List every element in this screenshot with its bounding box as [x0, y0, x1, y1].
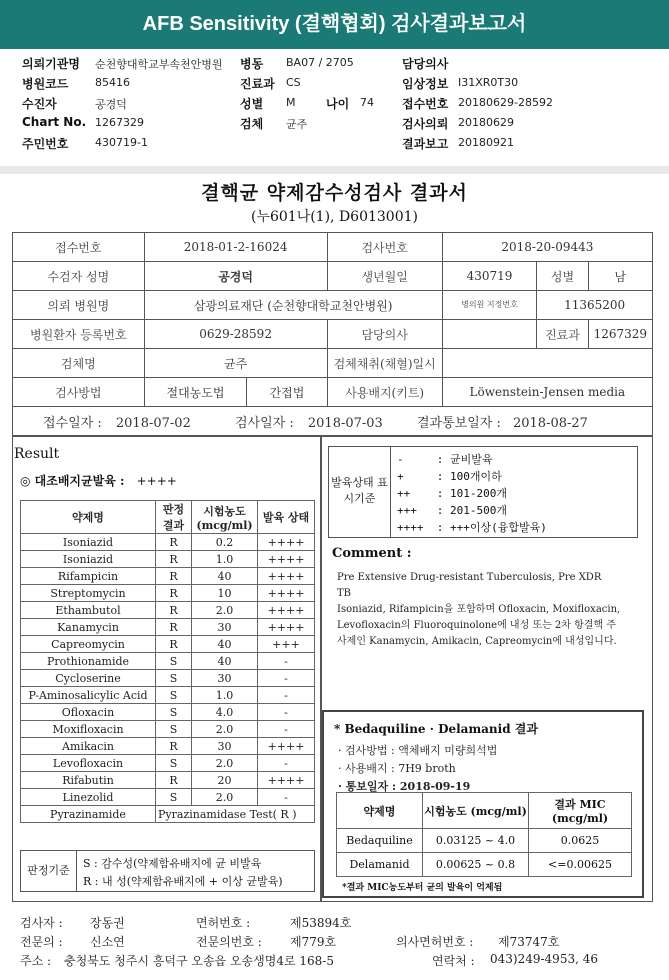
comment-line: Pre Extensive Drug-resistant Tuberculosis, Pre XDR: [337, 572, 602, 583]
info-value: [442, 320, 537, 349]
drug-concentration: 40: [192, 636, 258, 653]
drug-row: [21, 721, 315, 738]
mic-cell: 0.0625: [529, 829, 632, 853]
drug-row: [21, 687, 315, 704]
drug-growth: ++++: [258, 585, 315, 602]
report-date-label: 결과보고: [402, 137, 449, 151]
report-header: [0, 53, 669, 165]
drug-name: Streptomycin: [21, 585, 156, 602]
doctor-label: 담당의사: [402, 57, 449, 71]
drug-growth: -: [258, 721, 315, 738]
tester-value: 장동권: [90, 916, 125, 930]
patient-label: 수진자: [22, 97, 57, 111]
drug-row: [21, 653, 315, 670]
bdq-date: · 통보일자 : 2018-09-19: [338, 780, 471, 793]
age-value: 74: [360, 96, 374, 109]
info-value: 11365200: [537, 291, 653, 320]
comment-line: 사제인 Kanamycin, Amikacin, Capreomycin에 내성입니다.: [337, 636, 617, 647]
info-key: 검사번호: [327, 233, 442, 262]
drug-concentration: 30: [192, 619, 258, 636]
drug-concentration: 0.2: [192, 534, 258, 551]
drug-result: R: [156, 636, 192, 653]
drug-name: P-Aminosalicylic Acid: [21, 687, 156, 704]
info-key: 결과통보일자 :: [416, 415, 501, 431]
mic-header: 결과 MIC (mcg/ml): [529, 793, 632, 829]
specialist-label: 전문의 :: [20, 935, 63, 949]
growth-legend: [328, 446, 638, 538]
info-value: 0629-28592: [144, 320, 327, 349]
drug-name: Amikacin: [21, 738, 156, 755]
criteria-label: 판정기준: [21, 851, 77, 891]
resident-value: 430719-1: [95, 136, 148, 149]
growth-label: 발육상태 표시기준: [329, 447, 391, 537]
document-subtitle: (누601나(1), D6013001): [250, 209, 418, 225]
growth-line: + : 100개이하: [397, 470, 502, 483]
info-key: 검사일자 :: [234, 415, 294, 431]
control-value: ++++: [136, 474, 177, 488]
drug-name: Ethambutol: [21, 602, 156, 619]
pza-name: Pyrazinamide: [21, 806, 156, 823]
growth-line: ++++ : +++이상(융합발육): [397, 521, 547, 534]
address-value: 충청북도 청주시 흥덕구 오송읍 오송생명4로 168-5: [64, 954, 334, 968]
report-date-value: 20180921: [458, 136, 514, 149]
drug-result: R: [156, 602, 192, 619]
drug-result: S: [156, 653, 192, 670]
info-value: 간접법: [247, 378, 327, 407]
info-key: 의뢰 병원명: [13, 291, 145, 320]
drug-concentration: 2.0: [192, 755, 258, 772]
info-value: 2018-01-2-16024: [144, 233, 327, 262]
drug-concentration: 1.0: [192, 687, 258, 704]
mic-cell: 0.03125 ~ 4.0: [423, 829, 529, 853]
comment-line: TB: [337, 588, 352, 599]
specimen-label: 검체: [240, 117, 264, 131]
hospital-code-value: 85416: [95, 76, 130, 89]
drug-concentration: 2.0: [192, 602, 258, 619]
hospital-code-label: 병원코드: [22, 77, 69, 91]
drug-growth: ++++: [258, 619, 315, 636]
drug-header: 발육 상태: [258, 501, 315, 534]
drug-result: S: [156, 670, 192, 687]
drug-concentration: 4.0: [192, 704, 258, 721]
drug-row: [21, 568, 315, 585]
drug-row: [21, 755, 315, 772]
bdq-media: · 사용배지 : 7H9 broth: [338, 762, 456, 775]
drug-growth: -: [258, 789, 315, 806]
tester-label: 검사자 :: [20, 916, 63, 930]
drug-result: S: [156, 704, 192, 721]
drug-header: 판정 결과: [156, 501, 192, 534]
info-value: 2018-08-27: [512, 415, 588, 431]
mic-table: [336, 792, 632, 877]
report-title: AFB Sensitivity (결핵협회) 검사결과보고서: [0, 0, 669, 49]
drug-result: S: [156, 755, 192, 772]
drug-growth: ++++: [258, 602, 315, 619]
bedaquiline-delamanid-box: [322, 710, 644, 898]
drug-concentration: 2.0: [192, 789, 258, 806]
table-row: [337, 853, 632, 877]
info-key: 진료과: [537, 320, 588, 349]
drug-name: Cycloserine: [21, 670, 156, 687]
comment-line: Isoniazid, Rifampicin을 포함하며 Ofloxacin, Moxifloxacin,: [337, 604, 621, 615]
document-title: 결핵균 약제감수성검사 결과서: [201, 182, 468, 204]
info-value: 공경덕: [144, 262, 327, 291]
drug-concentration: 30: [192, 738, 258, 755]
drug-result: R: [156, 568, 192, 585]
drug-growth: ++++: [258, 568, 315, 585]
institution-value: 순천향대학교부속천안병원: [95, 58, 223, 71]
drug-growth: ++++: [258, 551, 315, 568]
info-key: 검사방법: [13, 378, 145, 407]
drug-growth: -: [258, 670, 315, 687]
info-value: Löwenstein-Jensen media: [442, 378, 652, 407]
drug-name: Kanamycin: [21, 619, 156, 636]
address-label: 주소 :: [20, 954, 52, 968]
info-value: 절대농도법: [144, 378, 247, 407]
drug-row: [21, 585, 315, 602]
info-key: 검체명: [13, 349, 145, 378]
control-growth: [20, 472, 177, 489]
section-divider: [0, 166, 669, 174]
spec-license-label: 전문의번호 :: [196, 935, 262, 949]
drug-row: [21, 738, 315, 755]
receipt-value: 20180629-28592: [458, 96, 553, 109]
drug-concentration: 40: [192, 568, 258, 585]
info-value: 2018-20-09443: [442, 233, 652, 262]
drug-concentration: 2.0: [192, 721, 258, 738]
drug-name: Ofloxacin: [21, 704, 156, 721]
drug-concentration: 30: [192, 670, 258, 687]
patient-info-table: [12, 232, 653, 436]
info-key: 담당의사: [327, 320, 442, 349]
drug-header: 약제명: [21, 501, 156, 534]
growth-line: - : 균비발육: [397, 453, 493, 466]
phone-label: 연락처 :: [432, 954, 475, 968]
info-key: 병원환자 등록번호: [13, 320, 145, 349]
drug-growth: -: [258, 704, 315, 721]
doctor-license-label: 의사면허번호 :: [396, 935, 474, 949]
drug-growth: -: [258, 687, 315, 704]
table-row: [337, 829, 632, 853]
result-title: Result: [14, 446, 60, 462]
dept-value: CS: [286, 76, 301, 89]
drug-row: [21, 772, 315, 789]
request-value: 20180629: [458, 116, 514, 129]
drug-result: R: [156, 619, 192, 636]
drug-result: R: [156, 551, 192, 568]
drug-concentration: 40: [192, 653, 258, 670]
chart-label: Chart No.: [22, 115, 87, 129]
drug-concentration: 20: [192, 772, 258, 789]
patient-value: 공경덕: [95, 98, 127, 111]
drug-name: Rifabutin: [21, 772, 156, 789]
spec-license-value: 제779호: [290, 935, 337, 949]
drug-row: [21, 551, 315, 568]
license-label: 면허번호 :: [196, 916, 251, 930]
info-key: 접수번호: [13, 233, 145, 262]
drug-row: [21, 619, 315, 636]
mic-header: 약제명: [337, 793, 423, 829]
drug-growth: ++++: [258, 772, 315, 789]
comment-line: Levofloxacin의 Fluoroquinolone에 내성 또는 2차 항결핵 주: [337, 620, 616, 631]
ward-value: BA07 / 2705: [286, 56, 354, 69]
criteria-r: R : 내 성(약제함유배지에 + 이상 균발육): [83, 875, 283, 888]
info-value: 삼광의료재단 (순천향대학교천안병원): [144, 291, 442, 320]
mic-cell: <=0.00625: [529, 853, 632, 877]
mic-cell: 0.00625 ~ 0.8: [423, 853, 529, 877]
bdq-method: · 검사방법 : 액체배지 미량희석법: [338, 744, 498, 757]
info-key: 검체채취(채혈)일시: [327, 349, 442, 378]
drug-growth: +++: [258, 636, 315, 653]
info-value: [442, 349, 652, 378]
drug-result: R: [156, 534, 192, 551]
drug-result: R: [156, 738, 192, 755]
info-key: 접수일자 :: [43, 415, 102, 431]
comment-text: [337, 570, 637, 650]
pza-result: Pyrazinamidase Test( R ): [156, 806, 315, 823]
dept-label: 진료과: [240, 77, 275, 91]
ward-label: 병동: [240, 57, 264, 71]
drug-row: [21, 789, 315, 806]
info-key: 병의원 지정번호: [442, 291, 537, 320]
info-value: 남: [588, 262, 652, 291]
clinical-value: I31XR0T30: [458, 76, 519, 89]
info-value: 균주: [144, 349, 327, 378]
specialist-value: 신소연: [90, 935, 125, 949]
info-value: 2018-07-02: [115, 415, 191, 431]
sex-label: 성별: [240, 97, 264, 111]
info-key: 사용배지(키트): [327, 378, 442, 407]
drug-growth: ++++: [258, 738, 315, 755]
chart-value: 1267329: [95, 116, 144, 129]
mic-cell: Bedaquiline: [337, 829, 423, 853]
bdq-title: * Bedaquiline · Delamanid 결과: [334, 722, 538, 736]
growth-line: +++ : 201-500개: [397, 504, 507, 517]
specimen-value: 균주: [286, 118, 308, 131]
drug-row: [21, 534, 315, 551]
clinical-label: 임상정보: [402, 77, 449, 91]
criteria-s: S : 감수성(약제함유배지에 균 비발육: [83, 857, 262, 870]
control-label: ◎ 대조배지균발육 :: [20, 474, 125, 488]
drug-name: Rifampicin: [21, 568, 156, 585]
age-label: 나이: [326, 97, 350, 111]
mic-header: 시험농도 (mcg/ml): [423, 793, 529, 829]
drug-result: S: [156, 789, 192, 806]
drug-row: [21, 636, 315, 653]
drug-concentration: 1.0: [192, 551, 258, 568]
drug-table: [20, 500, 315, 823]
drug-name: Isoniazid: [21, 551, 156, 568]
info-value: 2018-07-03: [307, 415, 383, 431]
bdq-note: *결과 MIC농도부터 균의 발육이 억제됨: [342, 883, 503, 893]
comment-title: Comment :: [332, 546, 412, 561]
drug-name: Capreomycin: [21, 636, 156, 653]
drug-row: [21, 602, 315, 619]
drug-result: S: [156, 721, 192, 738]
info-value: 430719: [442, 262, 537, 291]
criteria-box: [20, 850, 315, 892]
info-key: 성별: [537, 262, 588, 291]
info-key: 수검자 성명: [13, 262, 145, 291]
doctor-license-value: 제73747호: [498, 935, 560, 949]
drug-header: 시험농도 (mcg/ml): [192, 501, 258, 534]
drug-growth: ++++: [258, 534, 315, 551]
institution-label: 의뢰기관명: [22, 57, 80, 71]
license-value: 제53894호: [290, 916, 352, 930]
drug-concentration: 10: [192, 585, 258, 602]
phone-value: 043)249-4953, 46: [490, 952, 598, 966]
request-label: 검사의뢰: [402, 117, 449, 131]
result-document: [0, 174, 669, 980]
drug-name: Isoniazid: [21, 534, 156, 551]
drug-row: [21, 704, 315, 721]
drug-name: Moxifloxacin: [21, 721, 156, 738]
resident-label: 주민번호: [22, 137, 69, 151]
drug-name: Linezolid: [21, 789, 156, 806]
receipt-label: 접수번호: [402, 97, 449, 111]
sex-value: M: [286, 96, 296, 109]
info-value: 1267329: [588, 320, 652, 349]
drug-name: Levofloxacin: [21, 755, 156, 772]
drug-result: S: [156, 687, 192, 704]
drug-growth: -: [258, 755, 315, 772]
drug-result: R: [156, 585, 192, 602]
mic-cell: Delamanid: [337, 853, 423, 877]
growth-line: ++ : 101-200개: [397, 487, 507, 500]
drug-name: Prothionamide: [21, 653, 156, 670]
drug-growth: -: [258, 653, 315, 670]
drug-row: [21, 670, 315, 687]
drug-result: R: [156, 772, 192, 789]
info-key: 생년월일: [327, 262, 442, 291]
